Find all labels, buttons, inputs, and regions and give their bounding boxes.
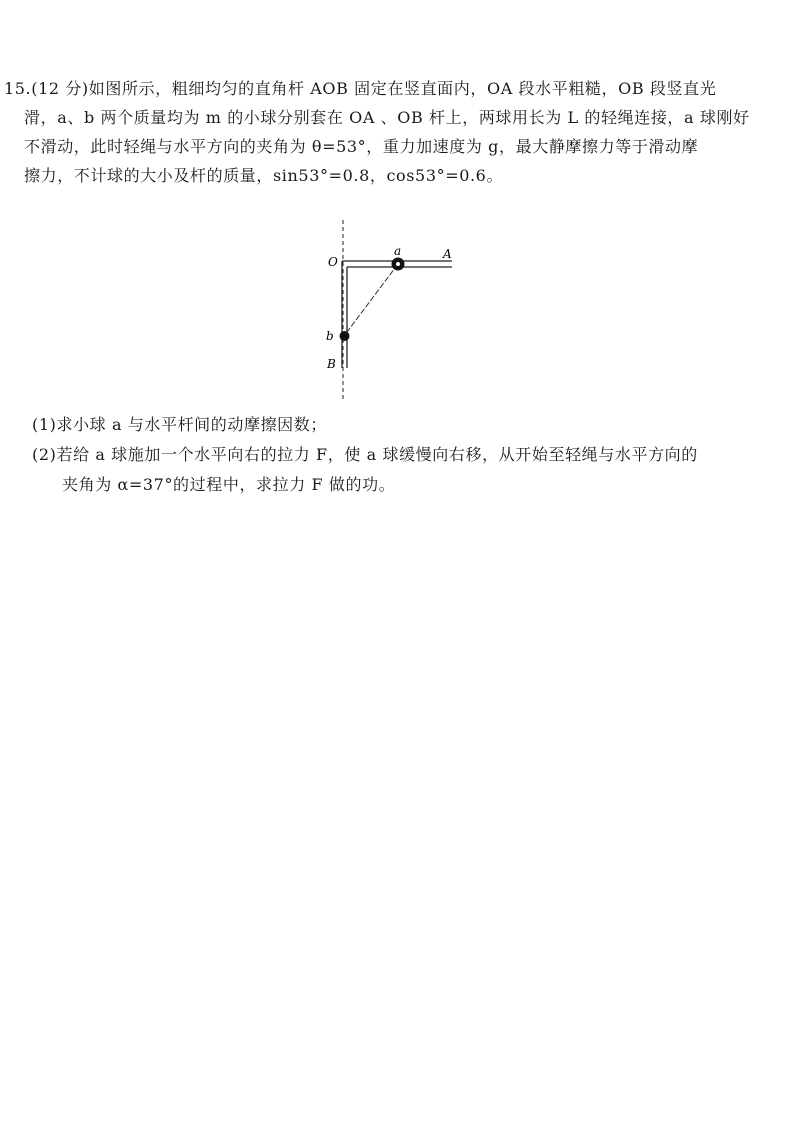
- question-2-line-1: (2)若给 a 球施加一个水平向右的拉力 F，使 a 球缓慢向右移，从开始至轻绳与水平方向的: [32, 445, 698, 464]
- label-a: a: [394, 244, 402, 258]
- problem-line-3: 不滑动，此时轻绳与水平方向的夹角为 θ=53°，重力加速度为 g，最大静摩擦力等于滑动摩: [24, 137, 699, 156]
- label-B: B: [327, 357, 336, 371]
- problem-statement: [4, 74, 764, 190]
- light-rope: [344, 264, 398, 336]
- label-o: O: [328, 255, 338, 269]
- problem-line-2: 滑，a、b 两个质量均为 m 的小球分别套在 OA 、OB 杆上，两球用长为 L 的轻绳连接，a 球刚好: [24, 108, 750, 127]
- question-2-line-2: 夹角为 α=37°的过程中，求拉力 F 做的功。: [62, 475, 396, 494]
- problem-line-1: 15.(12 分)如图所示，粗细均匀的直角杆 AOB 固定在竖直面内，OA 段水平粗糙，OB 段竖直光: [4, 79, 717, 98]
- question-list: [32, 410, 772, 500]
- ball-b: [340, 331, 350, 341]
- question-1: (1)求小球 a 与水平杆间的动摩擦因数；: [32, 415, 327, 434]
- label-b: b: [326, 329, 334, 343]
- label-A: A: [443, 247, 452, 261]
- problem-line-4: 擦力，不计球的大小及杆的质量，sin53°=0.8，cos53°=0.6。: [24, 166, 504, 185]
- rod-diagram: [318, 218, 468, 403]
- rod-diagram-svg: [318, 218, 468, 403]
